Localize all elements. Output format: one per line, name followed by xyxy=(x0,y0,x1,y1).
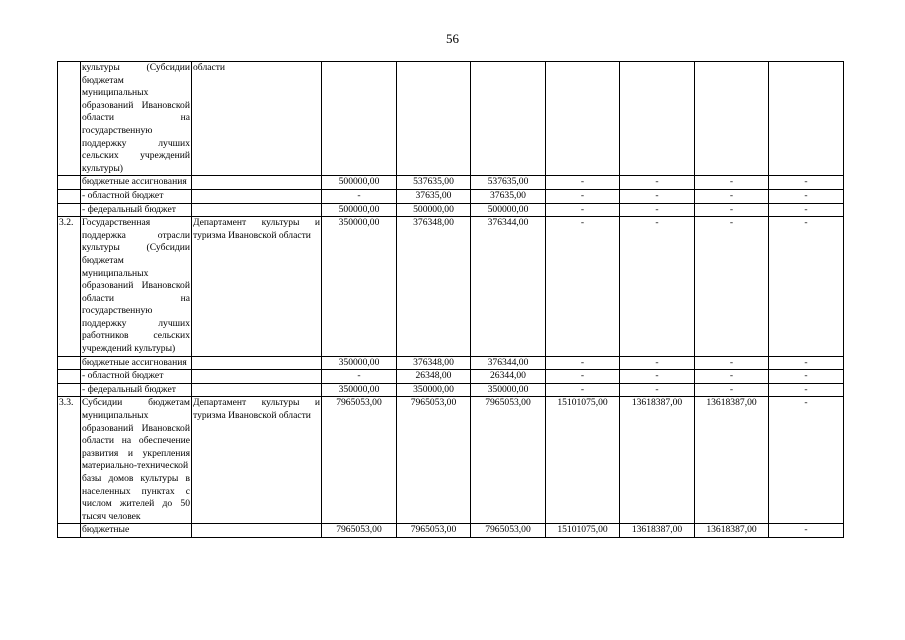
amount-cell: - xyxy=(769,370,844,384)
amount-cell: 350000,00 xyxy=(471,383,546,397)
row-name: - федеральный бюджет xyxy=(81,203,192,217)
amount-cell: - xyxy=(546,176,620,190)
amount-cell: 15101075,00 xyxy=(546,524,620,538)
amount-cell: - xyxy=(695,383,769,397)
amount-cell: - xyxy=(769,383,844,397)
amount-cell: - xyxy=(322,370,397,384)
amount-cell: - xyxy=(322,189,397,203)
row-name: Субсидии бюджетам муниципальных образований Ивановской области на обеспечение развития и укрепления материально-технической базы домов культуры в населенных пунктах с числом жителей до 50 тысяч человек xyxy=(81,397,192,524)
amount-cell xyxy=(546,62,620,176)
amount-cell: 15101075,00 xyxy=(546,397,620,524)
row-executor xyxy=(192,524,322,538)
row-number xyxy=(58,176,81,190)
row-name: - областной бюджет xyxy=(81,370,192,384)
table-row xyxy=(58,189,844,203)
amount-cell: 13618387,00 xyxy=(620,524,695,538)
amount-cell xyxy=(620,62,695,176)
amount-cell: 7965053,00 xyxy=(397,524,471,538)
row-number: 3.3. xyxy=(58,397,81,524)
page-number: 56 xyxy=(446,31,459,46)
table-row xyxy=(58,370,844,384)
amount-cell: 500000,00 xyxy=(471,203,546,217)
amount-cell: - xyxy=(695,203,769,217)
amount-cell: 376344,00 xyxy=(471,356,546,370)
amount-cell: 37635,00 xyxy=(397,189,471,203)
amount-cell: - xyxy=(695,356,769,370)
row-number: 3.2. xyxy=(58,217,81,357)
amount-cell: 13618387,00 xyxy=(620,397,695,524)
amount-cell: 7965053,00 xyxy=(322,397,397,524)
amount-cell: 500000,00 xyxy=(322,176,397,190)
table-row xyxy=(58,62,844,176)
amount-cell xyxy=(769,62,844,176)
amount-cell: - xyxy=(620,370,695,384)
row-number xyxy=(58,189,81,203)
amount-cell: - xyxy=(546,217,620,357)
amount-cell: 350000,00 xyxy=(322,356,397,370)
amount-cell xyxy=(695,62,769,176)
amount-cell: 376348,00 xyxy=(397,217,471,357)
row-executor: области xyxy=(192,62,322,176)
row-number xyxy=(58,524,81,538)
amount-cell: - xyxy=(769,217,844,357)
amount-cell: 376348,00 xyxy=(397,356,471,370)
table-row xyxy=(58,203,844,217)
amount-cell: - xyxy=(769,356,844,370)
amount-cell: 7965053,00 xyxy=(322,524,397,538)
table-row xyxy=(58,397,844,524)
row-executor xyxy=(192,203,322,217)
amount-cell: 500000,00 xyxy=(397,203,471,217)
amount-cell: - xyxy=(620,356,695,370)
row-name: бюджетные ассигнования xyxy=(81,176,192,190)
amount-cell: - xyxy=(620,203,695,217)
amount-cell: 500000,00 xyxy=(322,203,397,217)
row-name: Государственная поддержка отрасли культуры (Субсидии бюджетам муниципальных образований Ивановской области на государственную поддержку лучших работников сельских учреждений культуры) xyxy=(81,217,192,357)
amount-cell: 26348,00 xyxy=(397,370,471,384)
amount-cell: - xyxy=(620,176,695,190)
row-number xyxy=(58,203,81,217)
amount-cell: 7965053,00 xyxy=(471,397,546,524)
row-number xyxy=(58,62,81,176)
row-executor xyxy=(192,370,322,384)
row-executor: Департамент культуры и туризма Ивановской области xyxy=(192,397,322,524)
amount-cell: - xyxy=(620,189,695,203)
amount-cell xyxy=(471,62,546,176)
amount-cell: 350000,00 xyxy=(322,383,397,397)
table-row xyxy=(58,356,844,370)
row-executor xyxy=(192,176,322,190)
row-number xyxy=(58,383,81,397)
amount-cell: - xyxy=(695,189,769,203)
row-executor: Департамент культуры и туризма Ивановской области xyxy=(192,217,322,357)
amount-cell: 26344,00 xyxy=(471,370,546,384)
row-number xyxy=(58,356,81,370)
amount-cell: 37635,00 xyxy=(471,189,546,203)
row-number xyxy=(58,370,81,384)
amount-cell: - xyxy=(695,370,769,384)
table-row xyxy=(58,524,844,538)
amount-cell: - xyxy=(546,370,620,384)
amount-cell: - xyxy=(695,217,769,357)
amount-cell: 350000,00 xyxy=(397,383,471,397)
amount-cell: - xyxy=(769,189,844,203)
amount-cell: 7965053,00 xyxy=(471,524,546,538)
row-name: культуры (Субсидии бюджетам муниципальных образований Ивановской области на государственную поддержку лучших сельских учреждений культуры) xyxy=(81,62,192,176)
amount-cell: - xyxy=(546,189,620,203)
row-executor xyxy=(192,383,322,397)
amount-cell: 376344,00 xyxy=(471,217,546,357)
budget-table xyxy=(57,61,844,538)
amount-cell: - xyxy=(769,203,844,217)
amount-cell: - xyxy=(769,176,844,190)
amount-cell xyxy=(397,62,471,176)
row-executor xyxy=(192,189,322,203)
amount-cell: 13618387,00 xyxy=(695,397,769,524)
amount-cell: - xyxy=(546,383,620,397)
amount-cell: - xyxy=(546,356,620,370)
amount-cell: - xyxy=(695,176,769,190)
table-row xyxy=(58,217,844,357)
amount-cell: 537635,00 xyxy=(397,176,471,190)
row-name: - федеральный бюджет xyxy=(81,383,192,397)
row-name: бюджетные ассигнования xyxy=(81,356,192,370)
row-executor xyxy=(192,356,322,370)
table-row xyxy=(58,176,844,190)
amount-cell: 13618387,00 xyxy=(695,524,769,538)
row-name: бюджетные xyxy=(81,524,192,538)
table-row xyxy=(58,383,844,397)
amount-cell: 537635,00 xyxy=(471,176,546,190)
row-name: - областной бюджет xyxy=(81,189,192,203)
amount-cell xyxy=(322,62,397,176)
amount-cell: - xyxy=(769,524,844,538)
amount-cell: - xyxy=(620,383,695,397)
amount-cell: 7965053,00 xyxy=(397,397,471,524)
amount-cell: - xyxy=(769,397,844,524)
amount-cell: - xyxy=(546,203,620,217)
amount-cell: - xyxy=(620,217,695,357)
amount-cell: 350000,00 xyxy=(322,217,397,357)
